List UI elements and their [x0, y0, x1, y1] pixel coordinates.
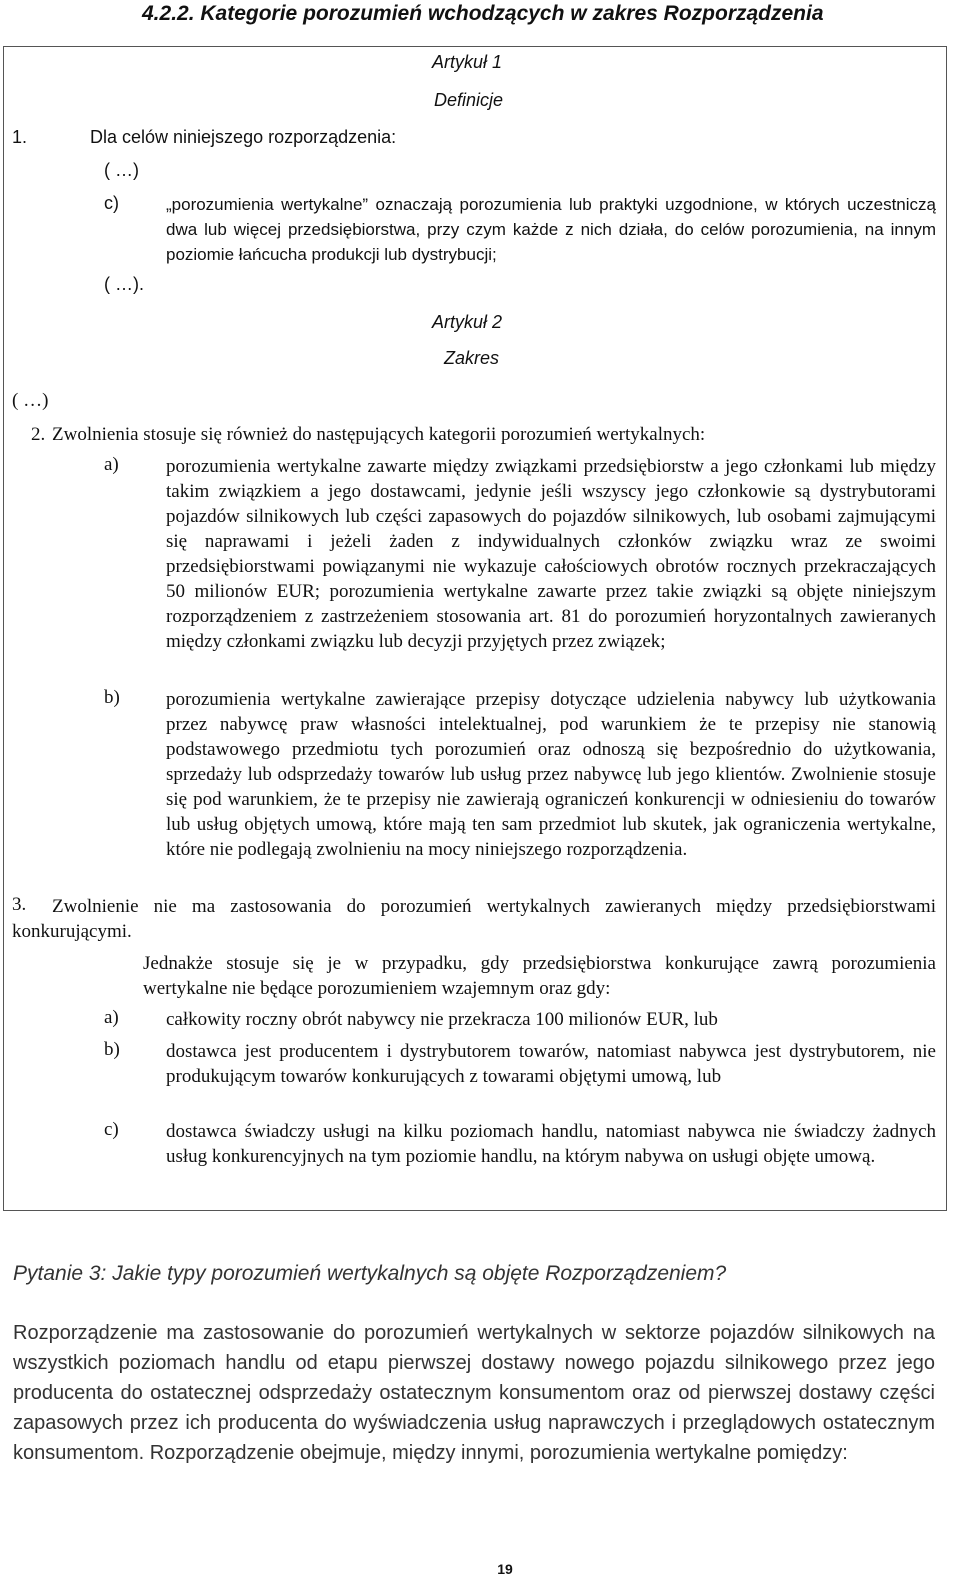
item-3b-text: dostawca jest producentem i dystrybutorem towarów, natomiast nabywca jest dystrybutorem, nie produkującym towarów konkurujących z towarami objętymi umową, lub [166, 1041, 936, 1087]
para-2-number: 2. [31, 424, 46, 445]
item-2b-letter: b) [104, 687, 120, 708]
para-1-text: Dla celów niniejszego rozporządzenia: [90, 127, 397, 147]
answer-paragraph: Rozporządzenie ma zastosowanie do porozumień wertykalnych w sektorze pojazdów silnikowych na wszystkich poziomach handlu od etapu pierwszej dostawy nowego pojazdu silnikowego przez jego producenta do ostatecznej odsprzedaży ostatecznym konsumentom oraz od pierwszej dostawy części zapasowych przez ich producenta do wyświadczenia usług naprawczych i przeglądowych ostatecznym konsumentom. Rozporządzenie obejmuje, między innymi, porozumienia wertykalne pomiędzy: [13, 1322, 935, 1464]
ellipsis-close: ( …). [104, 274, 144, 294]
para-1-number: 1. [12, 127, 28, 147]
item-2a-text: porozumienia wertykalne zawarte między związkami przedsiębiorstw a jego członkami lub między takim związkiem a jego dostawcami, jedynie jeśli wszyscy jego członkowie są dystrybutorami pojazdów silnikowych lub części zapasowych do pojazdów silnikowych, lub osobami zajmującymi się naprawami i jeżeli żaden z indywidualnych członków związku wraz ze swoimi przedsiębiorstwami powiązanymi nie wykazuje całościowych obrotów rocznych przekraczających 50 milionów EUR; porozumienia wertykalne zawarte przez takie związki są objęte niniejszym rozporządzeniem z zastrzeżeniem stosowania art. 81 do porozumień horyzontalnych zawieranych między członkami związku lub decyzji przyjętych przez związek; [166, 456, 936, 652]
item-c-text: „porozumienia wertykalne” oznaczają porozumienia lub praktyki uzgodnione, w których uczestniczą dwa lub więcej przedsiębiorstwa, przy czym każde z nich działa, do celów porozumienia, na innym poziomie łańcucha produkcji lub dystrybucji; [166, 195, 936, 264]
item-2a-letter: a) [104, 454, 119, 475]
article-2-subtitle: Zakres [444, 348, 500, 368]
item-3a-letter: a) [104, 1007, 119, 1028]
ellipsis-left: ( …) [12, 390, 49, 411]
para-3-continuation: Jednakże stosuje się je w przypadku, gdy przedsiębiorstwa konkurujące zawrą porozumienia wertykalne nie będące porozumieniem wzajemnym oraz gdy: [143, 953, 936, 999]
article-1-subtitle: Definicje [434, 90, 504, 110]
para-3-text: Zwolnienie nie ma zastosowania do porozumień wertykalnych zawieranych między przedsiębiorstwami konkurującymi. [12, 896, 936, 942]
section-heading: 4.2.2. Kategorie porozumień wchodzących w zakres Rozporządzenia [142, 2, 824, 25]
article-1-title: Artykuł 1 [432, 52, 503, 72]
item-3b-letter: b) [104, 1039, 120, 1060]
article-2-title: Artykuł 2 [432, 312, 503, 332]
question-heading: Pytanie 3: Jakie typy porozumień wertykalnych są objęte Rozporządzeniem? [13, 1262, 727, 1285]
item-2b-text: porozumienia wertykalne zawierające przepisy dotyczące udzielenia nabywcy lub użytkowania przez nabywcę praw własności intelektualnej, pod warunkiem że te przepisy nie stanowią podstawowego przedmiotu tych porozumień oraz odnoszą się bezpośrednio do użytkowania, sprzedaży lub odsprzedaży towarów lub usług przez nabywcę lub jego klientów. Zwolnienie stosuje się pod warunkiem, że te przepisy nie zawierają ograniczeń konkurencji w odniesieniu do towarów lub usług objętych umową, które mają ten sam przedmiot lub skutek, jak ograniczenia wertykalne, które nie podlegają zwolnieniu na mocy niniejszego rozporządzenia. [166, 689, 936, 860]
page-number: 19 [497, 1561, 513, 1577]
item-3a-text: całkowity roczny obrót nabywcy nie przekracza 100 milionów EUR, lub [166, 1009, 718, 1030]
ellipsis-open: ( …) [104, 160, 139, 180]
item-c-letter: c) [104, 193, 119, 213]
para-2-text: Zwolnienia stosuje się również do następujących kategorii porozumień wertykalnych: [52, 424, 706, 445]
item-3c-letter: c) [104, 1119, 119, 1140]
item-3c-text: dostawca świadczy usługi na kilku poziomach handlu, natomiast nabywca nie świadczy żadnych usług konkurencyjnych na tym poziomie handlu, na którym nabywa on usługi objęte umową. [166, 1121, 936, 1167]
para-3-number: 3. [12, 894, 27, 915]
